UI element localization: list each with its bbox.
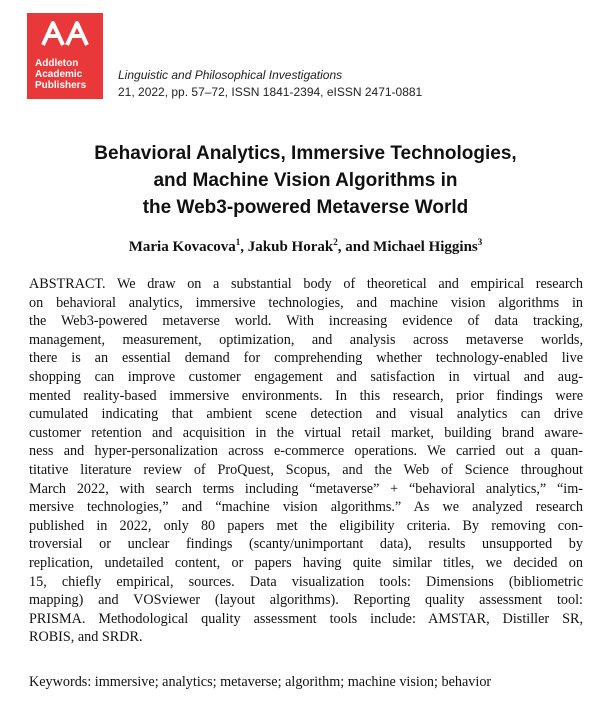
abstract-line: titative literature review of ProQuest, Scopus, and the Web of Science throughout: [29, 461, 583, 478]
author-list: [0, 239, 611, 256]
title-line: the Web3-powered Metaverse World: [142, 197, 469, 218]
abstract-line: PRISMA. Methodological quality assessment tools include: AMSTAR, Distiller SR,: [29, 610, 583, 627]
publisher-name-line: Addleton: [35, 58, 79, 69]
abstract-line: published in 2022, only 80 papers met the eligibility criteria. By removing con-: [29, 517, 583, 534]
publisher-monogram-icon: [41, 21, 89, 47]
title-line: and Machine Vision Algorithms in: [153, 170, 458, 191]
journal-name: Linguistic and Philosophical Investigations: [118, 68, 343, 82]
author-affiliation-marker: 1: [235, 237, 241, 247]
author-name: Maria Kovacova: [128, 239, 236, 255]
publisher-logo: [27, 13, 103, 99]
journal-info: [118, 67, 422, 101]
abstract-line: replication, undetailed content, or papers having quite similar titles, we decided on: [29, 554, 583, 571]
author-affiliation-marker: 3: [477, 237, 483, 247]
keywords: Keywords: immersive; analytics; metaverse; algorithm; machine vision; behavior: [29, 674, 492, 690]
abstract-line: cumulated indicating that ambient scene detection and visual analytics can drive: [29, 406, 583, 423]
abstract-line: 15, chiefly empirical, sources. Data visualization tools: Dimensions (bibliometric: [29, 573, 583, 590]
abstract-line: management, measurement, optimization, and analysis across metaverse worlds,: [29, 331, 583, 348]
author-affiliation-marker: 2: [333, 237, 338, 247]
publisher-name-line: Publishers: [35, 80, 87, 91]
author-name: Michael Higgins: [373, 239, 478, 255]
author-name: Jakub Horak: [247, 239, 334, 255]
journal-citation: 21, 2022, pp. 57–72, ISSN 1841-2394, eISSN 2471-0881: [118, 85, 423, 99]
abstract-line: on behavioral analytics, immersive technologies, and machine vision algorithms in: [29, 294, 583, 311]
abstract-line: customer retention and acquisition in the virtual retail market, building brand aware-: [29, 424, 583, 441]
abstract-line: March 2022, with search terms including “metaverse” + “behavioral analytics,” “im-: [29, 480, 583, 497]
abstract-line: ABSTRACT. We draw on a substantial body of theoretical and empirical research: [29, 276, 583, 292]
publisher-name-line: Academic: [35, 69, 83, 80]
abstract-line: mented reality-based immersive environments. In this research, prior findings were: [29, 387, 583, 404]
abstract-line: ness and hyper-personalization across e-commerce operations. We carried out a quan-: [29, 443, 583, 460]
abstract: [29, 275, 583, 647]
author-separator: , and: [337, 239, 374, 255]
abstract-line: shopping can improve customer engagement and satisfaction in virtual and aug-: [29, 368, 583, 385]
abstract-line: the Web3-powered metaverse world. With increasing evidence of data tracking,: [29, 313, 583, 330]
abstract-line: mapping) and VOSviewer (layout algorithms). Reporting quality assessment tool:: [29, 592, 583, 609]
abstract-line: there is an essential demand for comprehending whether technology-enabled live: [29, 350, 583, 367]
paper-title: [0, 140, 611, 221]
title-line: Behavioral Analytics, Immersive Technologies,: [94, 143, 517, 164]
abstract-line: troversial or unclear findings (scanty/unimportant data), results unsupported by: [29, 536, 583, 553]
author-separator: ,: [240, 239, 248, 255]
abstract-line: mersive technologies,” and “machine vision algorithms.” As we analyzed research: [29, 499, 583, 516]
abstract-line: ROBIS, and SRDR.: [29, 629, 143, 646]
